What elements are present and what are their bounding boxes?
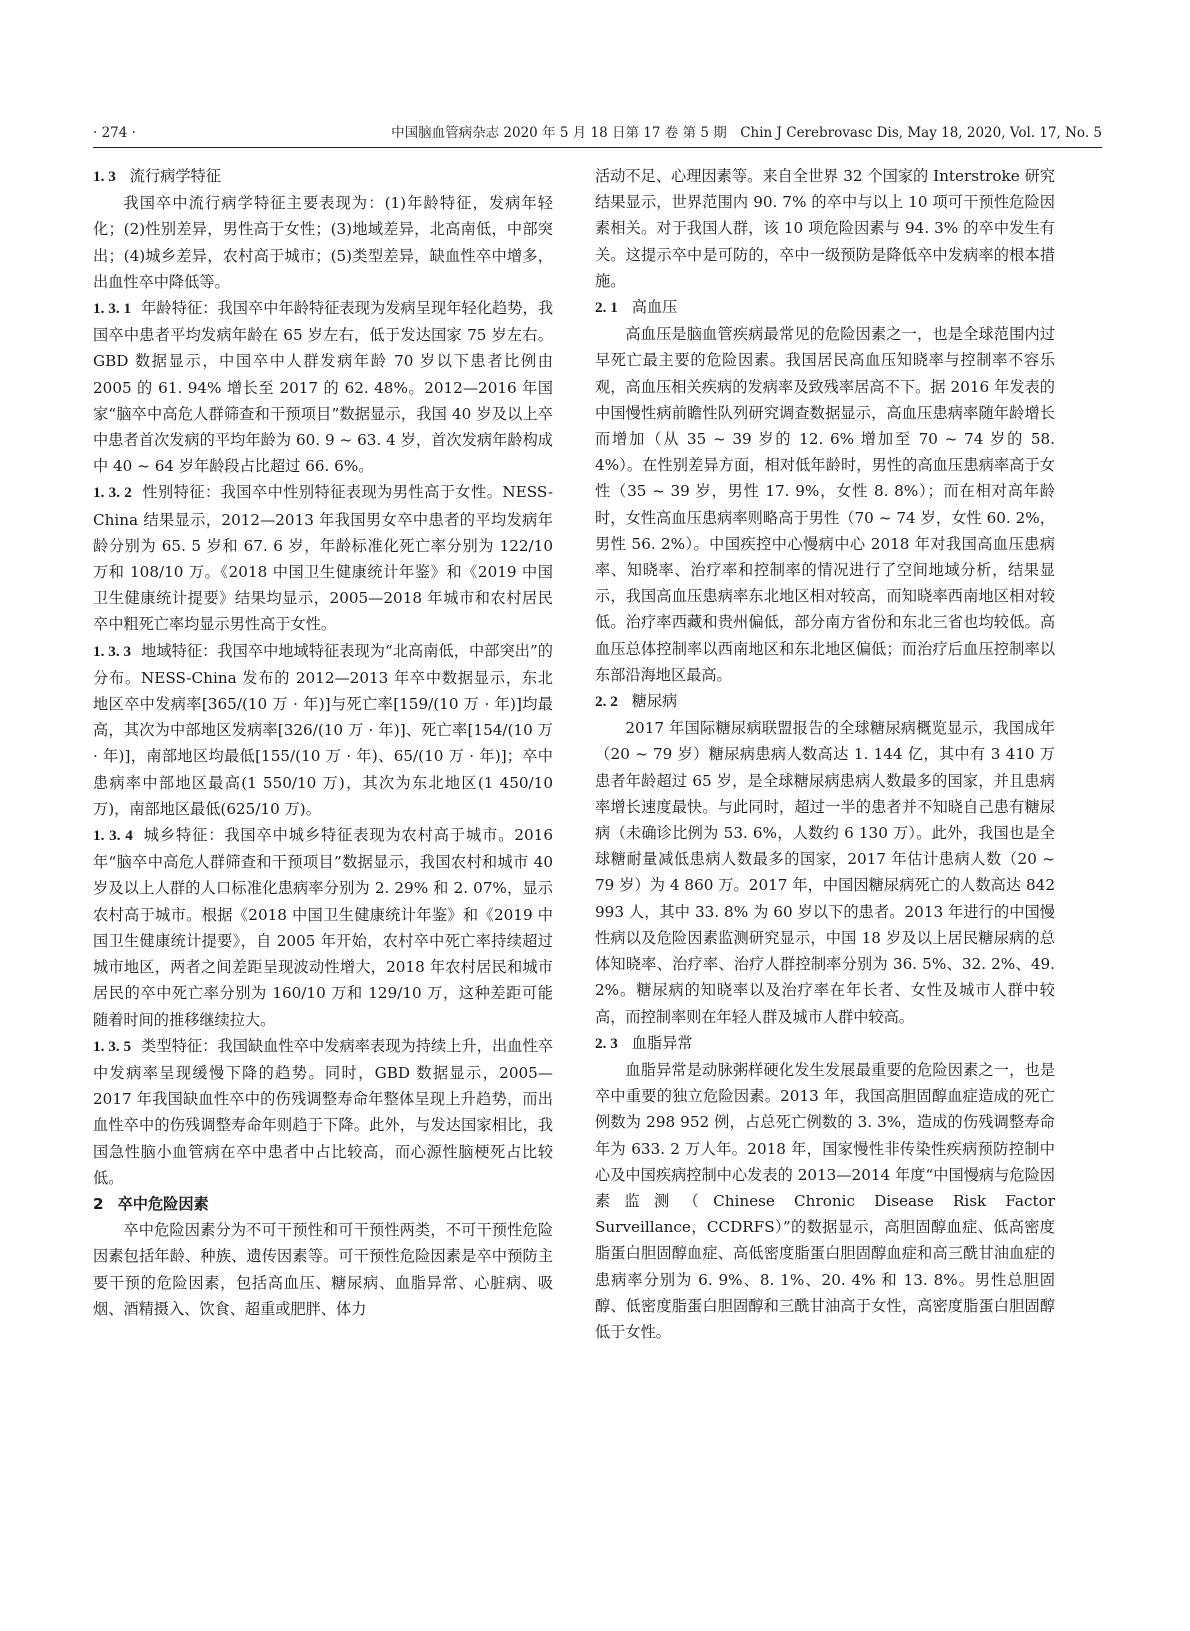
paragraph: 类型特征：我国缺血性卒中发病率表现为持续上升，出血性卒中发病率呈现缓慢下降的趋势。同时，GBD 数据显示，2005—2017 年我国缺血性卒中的伤残调整寿命年整体呈现上升趋势，而出血性卒中的伤残调整寿命年则趋于下降。此外，与发达国家相比，我国急性脑小血管病在卒中患者中占比较高，而心源性脑梗死占比较低。 bbox=[93, 1036, 554, 1187]
subsection-number: 1. 3. 5 bbox=[93, 1037, 132, 1055]
section-title: 流行病学特征 bbox=[129, 167, 221, 185]
paragraph: 2017 年国际糖尿病联盟报告的全球糖尿病概览显示，我国成年（20 ~ 79 岁）糖尿病患病人数高达 1. 144 亿，其中有 3 410 万患者年龄超过 65 岁，是全球糖尿病患病人数最多的国家，并且患病率增长速度最快。与此同时，超过一半的患者并不知晓自己患有糖尿病（未确诊比例为 53. 6%，人数约 6 130 万）。此外，我国也是全球糖耐量减低患病人数最多的国家，2017 年估计患病人数（20 ~ 79 岁）为 4 860 万。2017 年，中国因糖尿病死亡的人数高达 842 993 人，其中 33. 8% 为 60 岁以下的患者。2013 年进行的中国慢性病以及危险因素监测研究显示，中国 18 岁及以上居民糖尿病的总体知晓率、治疗率、治疗人群控制率分别为 36. 5%、32. 2%、49. 2%。糖尿病的知晓率以及治疗率在年长者、女性及城市人群中较高，而控制率则在年轻人群及城市人群中较高。 bbox=[595, 719, 1055, 1026]
section-heading-1-3 bbox=[93, 163, 553, 190]
section-number: 2. 1 bbox=[595, 299, 618, 317]
paragraph: 高血压是脑血管疾病最常见的危险因素之一，也是全球范围内过早死亡最主要的危险因素。我国居民高血压知晓率与控制率不容乐观，高血压相关疾病的发病率及致残率居高不下。据 2016 年发表的中国慢性病前瞻性队列研究调查数据显示，高血压患病率随年龄增长而增加（从 35 ~ 39 岁的 12. 6% 增加至 70 ~ 74 岁的 58. 4%）。在性别差异方面，相对低年龄时，男性的高血压患病率高于女性（35 ~ 39 岁，男性 17. 9%，女性 8. 8%）；而在相对高年龄时，女性高血压患病率则略高于男性（70 ~ 74 岁，女性 60. 2%，男性 56. 2%）。中国疾控中心慢病中心 2018 年对我国高血压患病率、知晓率、治疗率和控制率的情况进行了空间地域分析，结果显示，我国高血压患病率东北地区相对较高，而知晓率西南地区相对较低。治疗率西藏和贵州偏低，部分南方省份和东北三省也均较低。高血压总体控制率以西南地区和东北地区偏低；而治疗后血压控制率以东部沿海地区最高。 bbox=[595, 325, 1055, 684]
paragraph: 年龄特征：我国卒中年龄特征表现为发病呈现年轻化趋势，我国卒中患者平均发病年龄在 65 岁左右，低于发达国家 75 岁左右。GBD 数据显示，中国卒中人群发病年龄 70 岁以下患者比例由 2005 的 61. 94% 增长至 2017 的 62. 48%。2012—2016 年国家“脑卒中高危人群筛查和干预项目”数据显示，我国 40 岁及以上卒中患者首次发病的平均年龄为 60. 9 ~ 63. 4 岁，首次发病年龄构成中 40 ~ 64 岁年龄段占比超过 66. 6%。 bbox=[93, 299, 554, 476]
running-header bbox=[93, 122, 1102, 144]
subsection-1-3-4 bbox=[93, 822, 553, 1033]
left-column bbox=[93, 163, 553, 1322]
section-heading-2-3 bbox=[595, 1030, 1055, 1057]
paragraph-continued: 活动不足、心理因素等。来自全世界 32 个国家的 Interstroke 研究结果显示，世界范围内 90. 7% 的卒中与以上 10 项可干预性危险因素相关。对于我国人群，该 10 项危险因素与 94. 3% 的卒中发生有关。这提示卒中是可防的，卒中一级预防是降低卒中发病率的根本措施。 bbox=[595, 167, 1055, 290]
journal-citation: 中国脑血管病杂志 2020 年 5 月 18 日第 17 卷 第 5 期 Chin J Cerebrovasc Dis, May 18, 2020, Vol. 17, No. 5 bbox=[391, 125, 1102, 141]
paragraph: 卒中危险因素分为不可干预性和可干预性两类，不可干预性危险因素包括年龄、种族、遗传因素等。可干预性危险因素是卒中预防主要干预的危险因素，包括高血压、糖尿病、血脂异常、心脏病、吸烟、酒精摄入、饮食、超重或肥胖、体力 bbox=[93, 1221, 553, 1318]
section-number: 2 bbox=[93, 1194, 104, 1213]
section-number: 1. 3 bbox=[93, 168, 116, 185]
subsection-1-3-3 bbox=[93, 638, 553, 822]
subsection-number: 1. 3. 4 bbox=[93, 827, 133, 845]
paragraph: 地域特征：我国卒中地域特征表现为“北高南低，中部突出”的分布。NESS-China 发布的 2012—2013 年卒中数据显示，东北地区卒中发病率[365/(10 万 · 年)]与死亡率[159/(10 万 · 年)]均最高，其次为中部地区发病率[326/(10 万 · 年)]、死亡率[154/(10 万 · 年)]，南部地区均最低[155/(10 万 · 年)、65/(10 万 · 年)]；卒中患病率中部地区最高(1 550/10 万)，其次为东北地区(1 450/10 万)，南部地区最低(625/10 万)。 bbox=[93, 641, 553, 818]
section-number: 2. 2 bbox=[595, 693, 618, 711]
right-column bbox=[595, 163, 1055, 1345]
section-heading-2-1 bbox=[595, 294, 1055, 321]
section-title: 血脂异常 bbox=[631, 1033, 693, 1052]
section-title: 高血压 bbox=[631, 298, 678, 317]
section-heading-2-2 bbox=[595, 688, 1055, 715]
subsection-1-3-5 bbox=[93, 1033, 553, 1191]
subsection-number: 1. 3. 2 bbox=[93, 484, 132, 502]
section-title: 糖尿病 bbox=[631, 692, 678, 711]
subsection-number: 1. 3. 3 bbox=[93, 642, 132, 660]
header-rule bbox=[93, 147, 1102, 148]
paragraph: 城乡特征：我国卒中城乡特征表现为农村高于城市。2016 年“脑卒中高危人群筛查和干预项目”数据显示，我国农村和城市 40 岁及以上人群的人口标准化患病率分别为 2. 29% 和 2. 07%，显示农村高于城市。根据《2018 中国卫生健康统计年鉴》和《2019 中国卫生健康统计提要》，自 2005 年开始，农村卒中死亡率持续超过城市地区，两者之间差距呈现波动性增大，2018 年农村居民和城市居民的卒中死亡率分别为 160/10 万和 129/10 万，这种差距可能随着时间的推移继续拉大。 bbox=[93, 826, 554, 1029]
subsection-1-3-2 bbox=[93, 479, 553, 637]
section-number: 2. 3 bbox=[595, 1034, 618, 1052]
subsection-1-3-1 bbox=[93, 295, 553, 479]
page-number: · 274 · bbox=[93, 125, 136, 141]
paragraph: 我国卒中流行病学特征主要表现为：(1)年龄特征，发病年轻化；(2)性别差异，男性高于女性；(3)地域差异，北高南低，中部突出；(4)城乡差异，农村高于城市；(5)类型差异，缺血性卒中增多，出血性卒中降低等。 bbox=[93, 194, 553, 291]
section-title: 卒中危险因素 bbox=[117, 1194, 209, 1213]
paragraph: 血脂异常是动脉粥样硬化发生发展最重要的危险因素之一，也是卒中重要的独立危险因素。2013 年，我国高胆固醇血症造成的死亡例数为 298 952 例，占总死亡例数的 3. 3%，造成的伤残调整寿命年为 633. 2 万人年。2018 年，国家慢性非传染性疾病预防控制中心及中国疾病控制中心发表的 2013—2014 年度“中国慢病与危险因素监测（Chinese Chronic Disease Risk Factor Surveillance，CCDRFS）”的数据显示，高胆固醇血症、低高密度脂蛋白胆固醇血症、高低密度脂蛋白胆固醇血症和高三酰甘油血症的患病率分别为 6. 9%、8. 1%、20. 4% 和 13. 8%。男性总胆固醇、低密度脂蛋白胆固醇和三酰甘油高于女性，高密度脂蛋白胆固醇低于女性。 bbox=[595, 1060, 1055, 1341]
subsection-number: 1. 3. 1 bbox=[93, 300, 132, 318]
paragraph: 性别特征：我国卒中性别特征表现为男性高于女性。NESS-China 结果显示，2012—2013 年我国男女卒中患者的平均发病年龄分别为 65. 5 岁和 67. 6 岁，年龄标准化死亡率分别为 122/10 万和 108/10 万。《2018 中国卫生健康统计年鉴》和《2019 中国卫生健康统计提要》结果均显示，2005—2018 年城市和农村居民卒中粗死亡率均显示男性高于女性。 bbox=[93, 483, 554, 634]
section-heading-2 bbox=[93, 1191, 553, 1217]
